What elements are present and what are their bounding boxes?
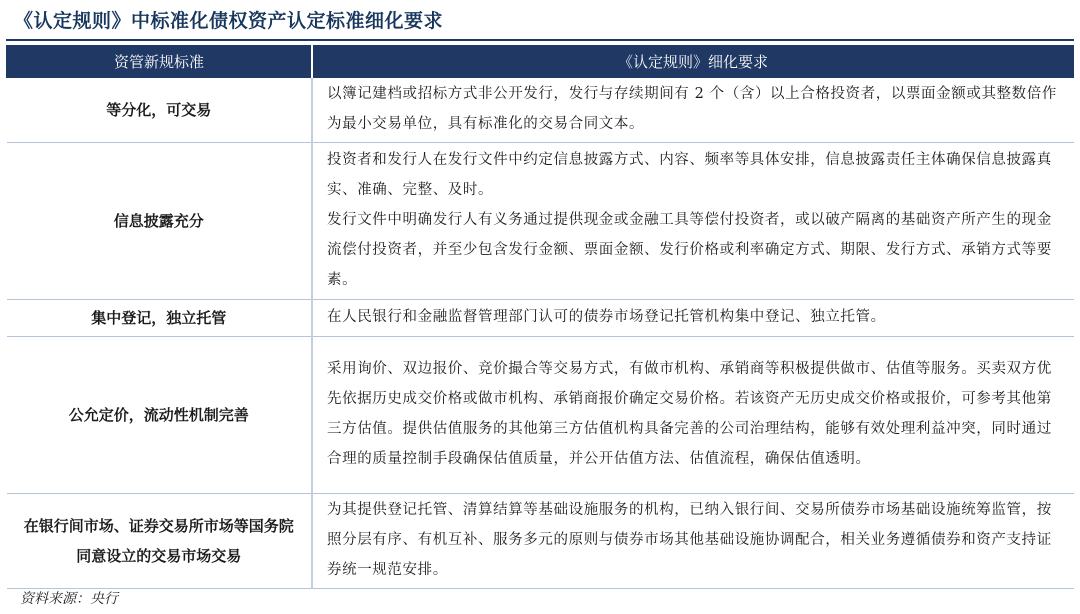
requirement-cell (312, 494, 1074, 589)
requirement-text: 为其提供登记托管、清算结算等基础设施服务的机构，已纳入银行间、交易所债券市场基础设施统筹监管，按照分层有序、有机互补、服务多元的原则与债券市场其他基础设施协调配合，相关业务遵循债券和资产支持证券统一规范安排。 (327, 502, 1052, 578)
table-header-row (7, 46, 1074, 78)
table-row (7, 78, 1074, 143)
standard-cell: 信息披露充分 (7, 143, 313, 300)
table-row (7, 337, 1074, 494)
standards-table (6, 45, 1074, 589)
requirement-text: 在人民银行和金融监督管理部门认可的债券市场登记托管机构集中登记、独立托管。 (327, 309, 886, 325)
column-header-standard: 资管新规标准 (7, 46, 313, 78)
column-header-requirement: 《认定规则》细化要求 (312, 46, 1074, 78)
requirement-cell (312, 337, 1074, 494)
standard-cell: 等分化，可交易 (7, 78, 313, 143)
requirement-text: 以簿记建档或招标方式非公开发行，发行与存续期间有 2 个（含）以上合格投资者，以票面金额或其整数倍作为最小交易单位，具有标准化的交易合同文本。 (327, 86, 1057, 132)
requirement-cell (312, 78, 1074, 143)
source-note: 资料来源：央行 (20, 591, 118, 607)
title-divider (6, 39, 1074, 41)
requirement-cell (312, 300, 1074, 337)
requirement-text: 投资者和发行人在发行文件中约定信息披露方式、内容、频率等具体安排，信息披露责任主体确保信息披露真实、准确、完整、及时。 (327, 152, 1052, 198)
standard-cell: 在银行间市场、证券交易所市场等国务院同意设立的交易市场交易 (7, 494, 313, 589)
requirement-text: 发行文件中明确发行人有义务通过提供现金或金融工具等偿付投资者，或以破产隔离的基础资产所产生的现金流偿付投资者，并至少包含发行金额、票面金额、发行价格或利率确定方式、期限、发行方式、承销方式等要素。 (327, 212, 1052, 288)
requirement-text: 采用询价、双边报价、竞价撮合等交易方式，有做市机构、承销商等积极提供做市、估值等服务。买卖双方优先依据历史成交价格或做市机构、承销商报价确定交易价格。若该资产无历史成交价格或报价，可参考其他第三方估值。提供估值服务的其他第三方估值机构具备完善的公司治理结构，能够有效处理利益冲突，同时通过合理的质量控制手段确保估值质量，并公开估值方法、估值流程，确保估值透明。 (327, 361, 1052, 467)
table-row (7, 143, 1074, 300)
table-row (7, 300, 1074, 337)
standard-cell: 集中登记，独立托管 (7, 300, 313, 337)
requirement-cell (312, 143, 1074, 300)
page-title: 《认定规则》中标准化债权资产认定标准细化要求 (14, 10, 444, 32)
standard-cell: 公允定价，流动性机制完善 (7, 337, 313, 494)
table-row (7, 494, 1074, 589)
